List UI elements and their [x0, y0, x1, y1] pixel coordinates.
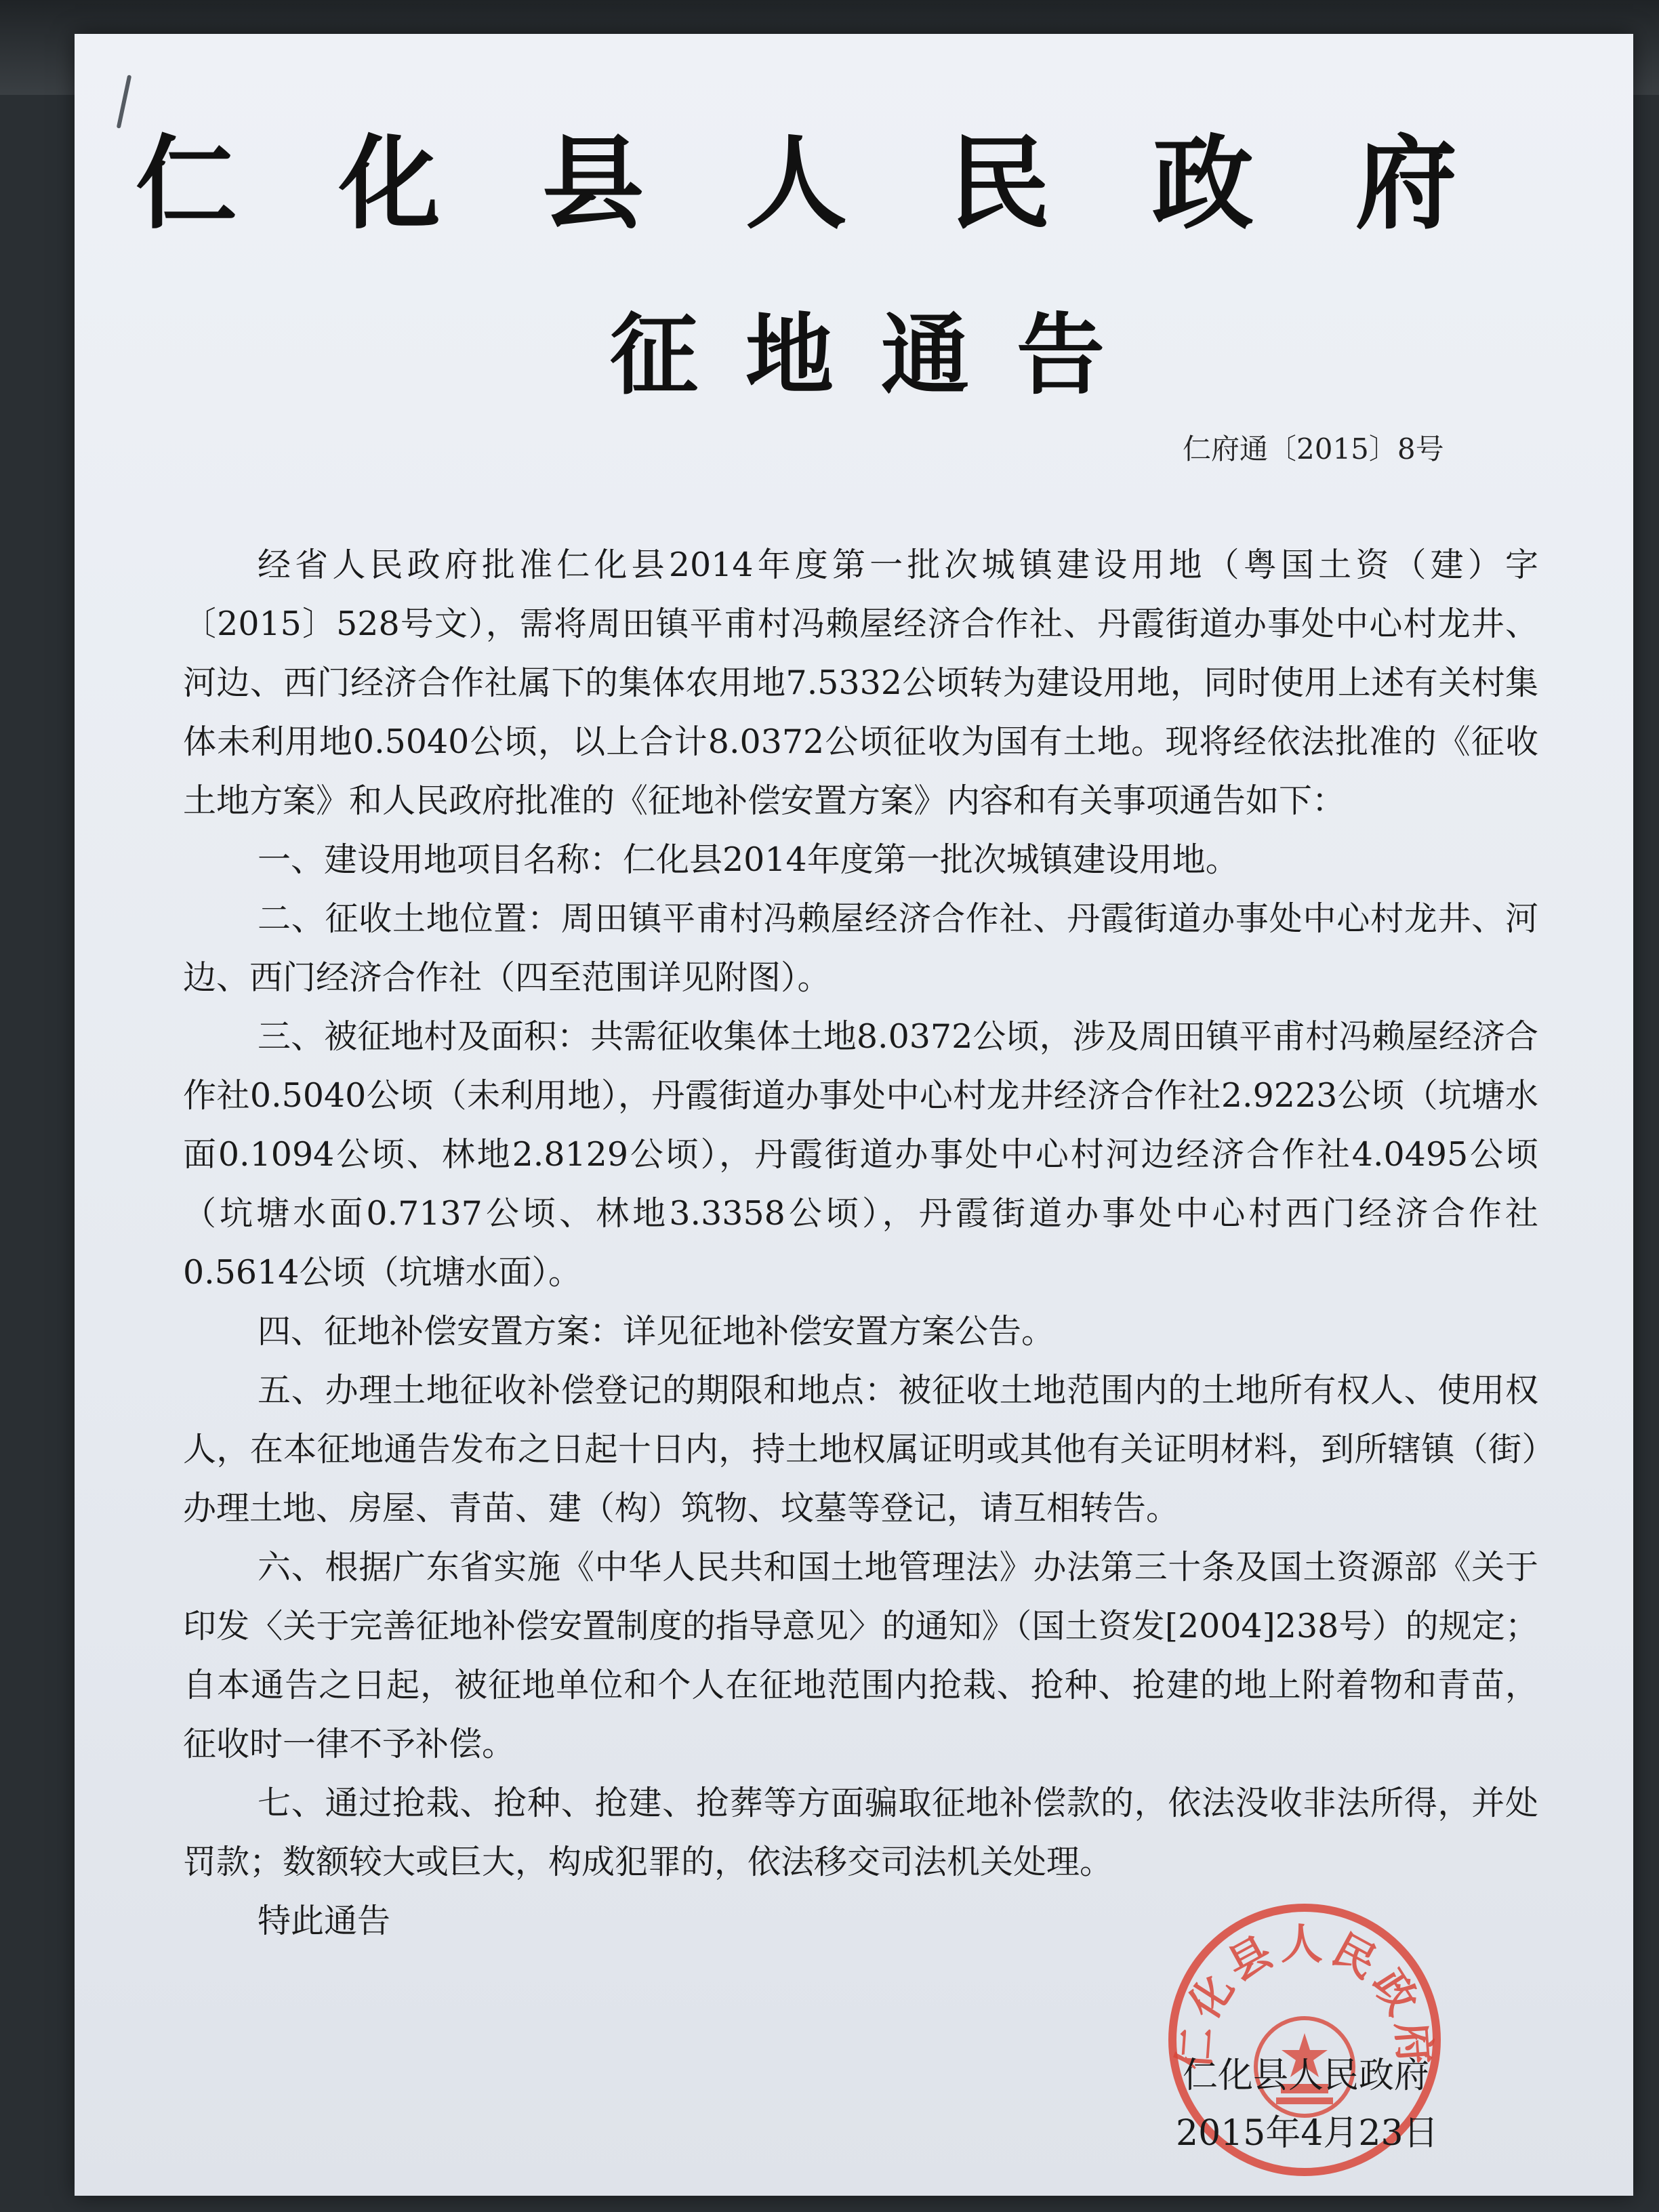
paragraph-item-1: 一、建设用地项目名称：仁化县2014年度第一批次城镇建设用地。: [258, 840, 1239, 879]
paragraph-item-6: 六、根据广东省实施《中华人民共和国土地管理法》办法第三十条及国土资源部《关于印发〈关于完善征地补偿安置制度的指导意见〉的通知》（国土资发[2004]238号）的规定；自本通告之日起，被征地单位和个人在征地范围内抢栽、抢种、抢建的地上附着物和青苗，征收时一律不予补偿。: [183, 1548, 1538, 1763]
paragraph-item-3: 三、被征地村及面积：共需征收集体土地8.0372公顷，涉及周田镇平甫村冯赖屋经济合作社0.5040公顷（未利用地），丹霞街道办事处中心村龙井经济合作社2.9223公顷（坑塘水面0.1094公顷、林地2.8129公顷），丹霞街道办事处中心村河边经济合作社4.0495公顷（坑塘水面0.7137公顷、林地3.3358公顷），丹霞街道办事处中心村西门经济合作社0.5614公顷（坑塘水面）。: [183, 1017, 1539, 1292]
paragraph-intro: 经省人民政府批准仁化县2014年度第一批次城镇建设用地（粤国土资（建）字〔2015〕528号文），需将周田镇平甫村冯赖屋经济合作社、丹霞街道办事处中心村龙井、河边、西门经济合作社属下的集体农用地7.5332公顷转为建设用地，同时使用上述有关村集体未利用地0.5040公顷，以上合计8.0372公顷征收为国有土地。现将经依法批准的《征收土地方案》和人民政府批准的《征地补偿安置方案》内容和有关事项通告如下：: [183, 546, 1538, 820]
issuer-char: 化: [338, 124, 441, 243]
paragraph-item-4: 四、征地补偿安置方案：详见征地补偿安置方案公告。: [258, 1312, 1055, 1351]
document-number: 仁府通〔2015〕8号: [1183, 432, 1444, 466]
paragraph-item-5: 五、办理土地征收补偿登记的期限和地点：被征收土地范围内的土地所有权人、使用权人，在本征地通告发布之日起十日内，持土地权属证明或其他有关证明材料，到所辖镇（街）办理土地、房屋、青苗、建（构）筑物、坟墓等登记，请互相转告。: [183, 1371, 1538, 1528]
issuer-char: 民: [948, 124, 1050, 243]
paragraph-item-2: 二、征收土地位置：周田镇平甫村冯赖屋经济合作社、丹霞街道办事处中心村龙井、河边、西门经济合作社（四至范围详见附图）。: [183, 899, 1538, 997]
issuer-char: 府: [1355, 124, 1457, 243]
signature-date: 2015年4月23日: [1176, 2113, 1439, 2154]
notice-title: 征地通告: [610, 303, 1153, 407]
issuer-title: [136, 102, 1457, 248]
paragraph-item-7: 七、通过抢栽、抢种、抢建、抢葬等方面骗取征地补偿款的，依法没收非法所得，并处罚款；数额较大或巨大，构成犯罪的，依法移交司法机关处理。: [183, 1784, 1538, 1881]
issuer-char: 县: [541, 124, 644, 243]
closing-phrase: 特此通告: [258, 1902, 391, 1940]
signature-issuer: 仁化县人民政府: [1183, 2055, 1430, 2096]
issuer-char: 政: [1151, 124, 1254, 243]
issuer-char: 仁: [136, 124, 238, 243]
issuer-char: 人: [745, 124, 847, 243]
notice-body: [183, 535, 1538, 1950]
seal-text: 仁化县人民政府: [1169, 1919, 1440, 2072]
